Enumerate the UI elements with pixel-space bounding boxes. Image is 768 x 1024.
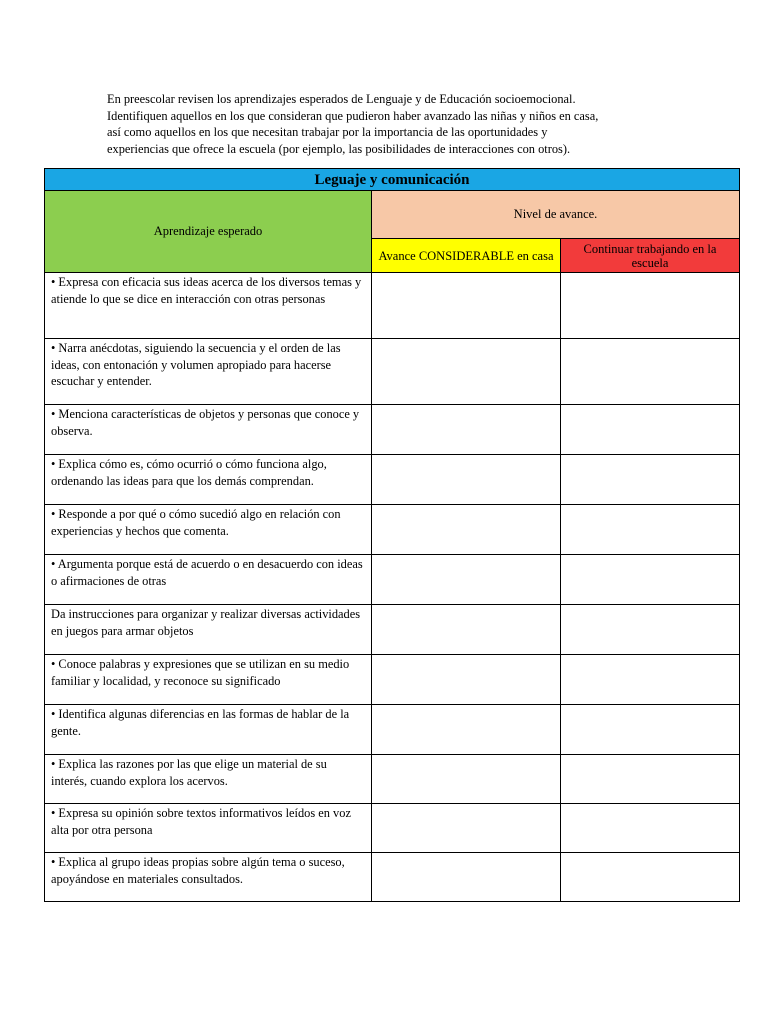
aprendizaje-text: • Explica al grupo ideas propias sobre algún tema o suceso, apoyándose en materiales consultados. xyxy=(45,853,372,902)
continuar-trabajando-cell[interactable] xyxy=(561,273,740,339)
instructions-line: así como aquellos en los que necesitan trabajar por la importancia de las oportunidades y xyxy=(107,125,548,139)
header-nivel-de-avance: Nivel de avance. xyxy=(372,191,740,239)
aprendizaje-text: • Identifica algunas diferencias en las formas de hablar de la gente. xyxy=(45,705,372,755)
table-row xyxy=(45,804,740,853)
aprendizaje-text: • Expresa con eficacia sus ideas acerca de los diversos temas y atiende lo que se dice en interacción con otras personas xyxy=(45,273,372,339)
avance-considerable-cell[interactable] xyxy=(372,804,561,853)
table-row xyxy=(45,273,740,339)
header-avance-considerable: Avance CONSIDERABLE en casa xyxy=(372,239,561,273)
avance-considerable-cell[interactable] xyxy=(372,405,561,455)
continuar-trabajando-cell[interactable] xyxy=(561,505,740,555)
continuar-trabajando-cell[interactable] xyxy=(561,705,740,755)
table-row xyxy=(45,555,740,605)
instructions-paragraph xyxy=(107,91,667,157)
aprendizaje-text: • Menciona características de objetos y personas que conoce y observa. xyxy=(45,405,372,455)
avance-considerable-cell[interactable] xyxy=(372,339,561,405)
instructions-line: Identifiquen aquellos en los que consideran que pudieron haber avanzado las niñas y niños en casa, xyxy=(107,108,599,123)
continuar-trabajando-cell[interactable] xyxy=(561,339,740,405)
avance-considerable-cell[interactable] xyxy=(372,655,561,705)
table-row xyxy=(45,339,740,405)
table-title: Leguaje y comunicación xyxy=(45,169,740,191)
header-aprendizaje-esperado: Aprendizaje esperado xyxy=(45,191,372,273)
instructions-line: En preescolar revisen los aprendizajes esperados de Lenguaje y de Educación socioemocional. xyxy=(107,92,576,106)
aprendizaje-text: • Argumenta porque está de acuerdo o en desacuerdo con ideas o afirmaciones de otras xyxy=(45,555,372,605)
instructions-line: experiencias que ofrece la escuela (por ejemplo, las posibilidades de interacciones con otros). xyxy=(107,141,571,156)
continuar-trabajando-cell[interactable] xyxy=(561,853,740,902)
aprendizaje-text: • Narra anécdotas, siguiendo la secuencia y el orden de las ideas, con entonación y volumen apropiado para hacerse escuchar y entender. xyxy=(45,339,372,405)
continuar-trabajando-cell[interactable] xyxy=(561,455,740,505)
aprendizaje-text: • Conoce palabras y expresiones que se utilizan en su medio familiar y localidad, y reconoce su significado xyxy=(45,655,372,705)
table-row xyxy=(45,705,740,755)
continuar-trabajando-cell[interactable] xyxy=(561,405,740,455)
avance-considerable-cell[interactable] xyxy=(372,853,561,902)
aprendizaje-text: Da instrucciones para organizar y realizar diversas actividades en juegos para armar objetos xyxy=(45,605,372,655)
table-row xyxy=(45,455,740,505)
table-row xyxy=(45,605,740,655)
avance-considerable-cell[interactable] xyxy=(372,505,561,555)
table-row xyxy=(45,655,740,705)
continuar-trabajando-cell[interactable] xyxy=(561,605,740,655)
evaluation-table xyxy=(44,168,740,902)
aprendizaje-text: • Responde a por qué o cómo sucedió algo en relación con experiencias y hechos que comenta. xyxy=(45,505,372,555)
aprendizaje-text: • Expresa su opinión sobre textos informativos leídos en voz alta por otra persona xyxy=(45,804,372,853)
header-continuar-trabajando: Continuar trabajando en la escuela xyxy=(561,239,740,273)
aprendizaje-text: • Explica las razones por las que elige un material de su interés, cuando explora los acervos. xyxy=(45,755,372,804)
table-row xyxy=(45,405,740,455)
table-row xyxy=(45,505,740,555)
avance-considerable-cell[interactable] xyxy=(372,455,561,505)
table-row xyxy=(45,853,740,902)
aprendizaje-text: • Explica cómo es, cómo ocurrió o cómo funciona algo, ordenando las ideas para que los demás comprendan. xyxy=(45,455,372,505)
continuar-trabajando-cell[interactable] xyxy=(561,555,740,605)
avance-considerable-cell[interactable] xyxy=(372,555,561,605)
avance-considerable-cell[interactable] xyxy=(372,605,561,655)
continuar-trabajando-cell[interactable] xyxy=(561,804,740,853)
avance-considerable-cell[interactable] xyxy=(372,273,561,339)
continuar-trabajando-cell[interactable] xyxy=(561,655,740,705)
table-row xyxy=(45,755,740,804)
avance-considerable-cell[interactable] xyxy=(372,705,561,755)
avance-considerable-cell[interactable] xyxy=(372,755,561,804)
continuar-trabajando-cell[interactable] xyxy=(561,755,740,804)
